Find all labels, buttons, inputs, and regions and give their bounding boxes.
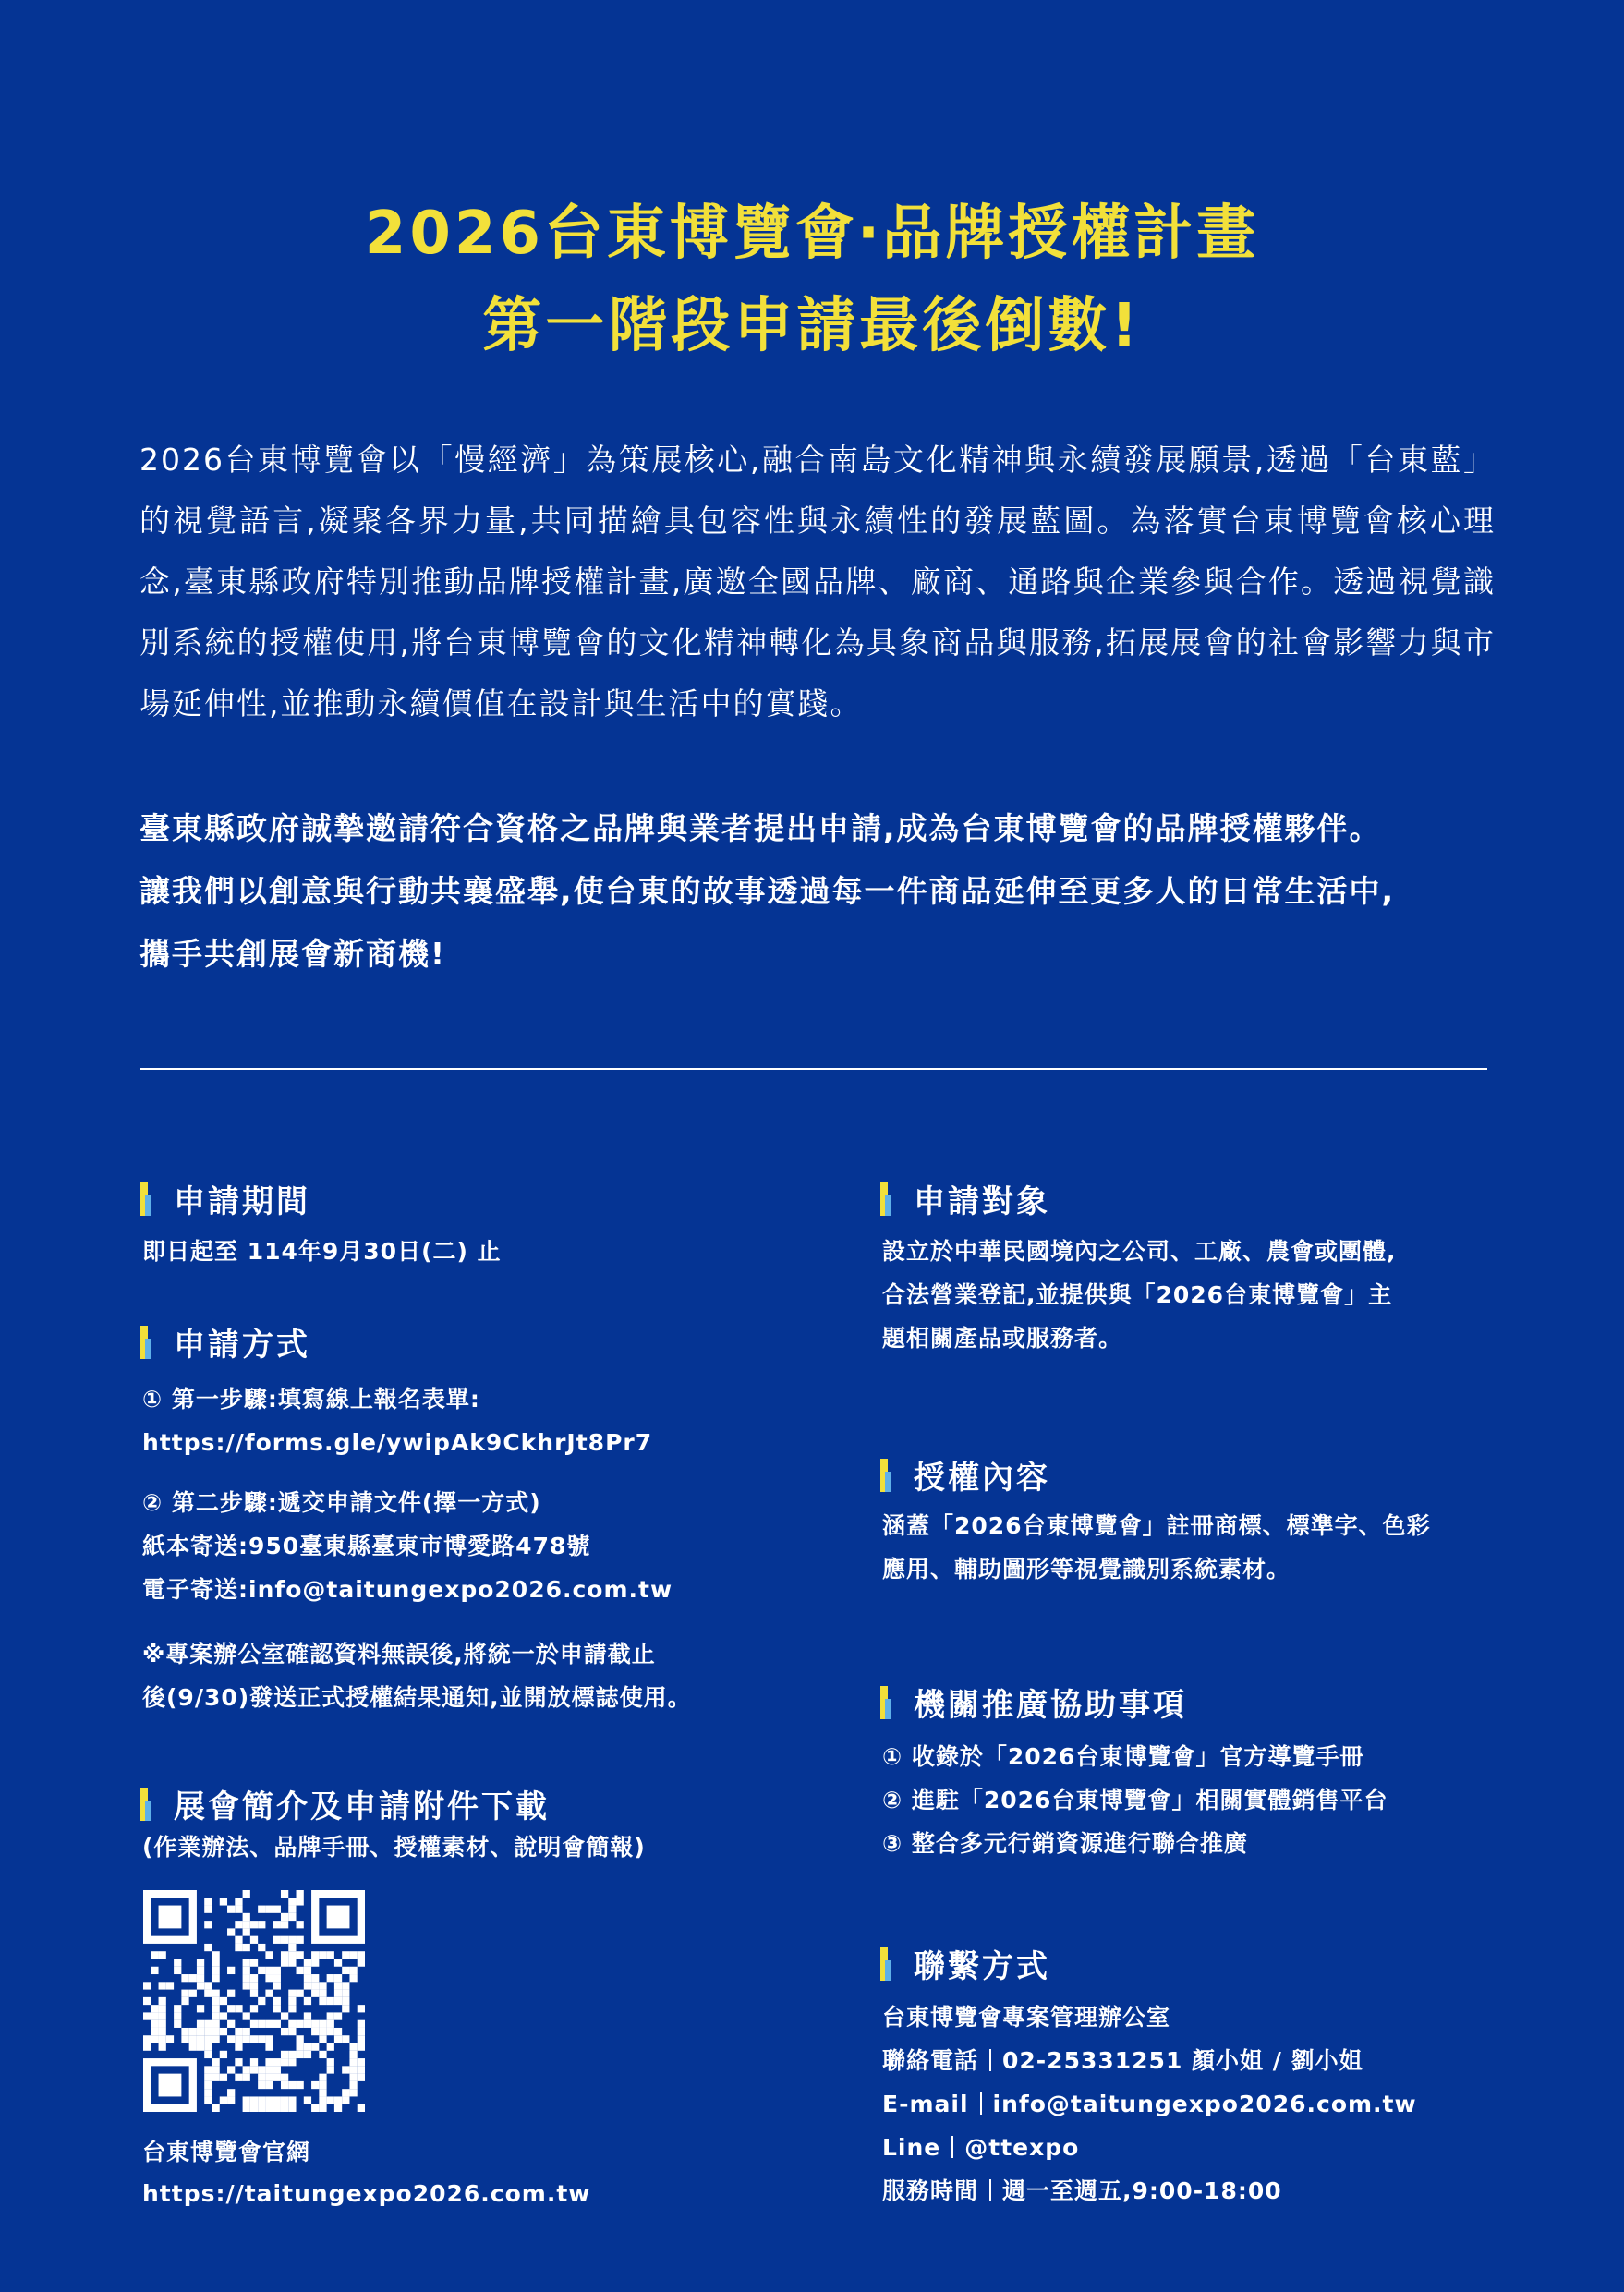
- section-heading-license: [880, 1452, 1050, 1498]
- line-label: Line: [882, 2134, 941, 2161]
- section-heading-period: [140, 1176, 310, 1221]
- section-heading-contact: [880, 1941, 1050, 1986]
- promo-item: ③ 整合多元行銷資源進行聯合推廣: [882, 1830, 1248, 1857]
- method-note: ※專案辦公室確認資料無誤後,將統一於申請截止: [142, 1641, 656, 1667]
- email-submission[interactable]: 電子寄送:info@taitungexpo2026.com.tw: [142, 1576, 673, 1603]
- separator: [980, 2092, 982, 2115]
- section-marker-icon: [140, 1182, 151, 1216]
- section-title: 申請方式: [174, 1327, 310, 1364]
- invitation-line: 讓我們以創意與行動共襄盛舉,使台東的故事透過每一件商品延伸至更多人的日常生活中,: [139, 873, 1396, 909]
- form-url-link[interactable]: https://forms.gle/ywipAk9CkhrJt8Pr7: [142, 1429, 653, 1456]
- separator: [989, 2179, 991, 2201]
- target-line: 題相關產品或服務者。: [882, 1325, 1123, 1352]
- section-title: 展會簡介及申請附件下載: [174, 1789, 550, 1825]
- invitation-line: 攜手共創展會新商機!: [139, 936, 447, 972]
- qr-code-icon[interactable]: [143, 1890, 365, 2112]
- contact-email-row: [882, 2082, 1417, 2126]
- contact-line-row: [882, 2126, 1079, 2169]
- contact-office: 台東博覽會專案管理辦公室: [882, 2004, 1171, 2031]
- section-heading-download: [140, 1781, 550, 1826]
- divider: [140, 1068, 1487, 1070]
- section-title: 機關推廣協助事項: [914, 1687, 1187, 1724]
- contact-phone-row: [882, 2039, 1363, 2082]
- section-marker-icon: [140, 1326, 151, 1359]
- license-line: 應用、輔助圖形等視覺識別系統素材。: [882, 1556, 1291, 1583]
- section-title: 申請對象: [914, 1183, 1050, 1220]
- page-title-line1: 2026台東博覽會‧品牌授權計畫: [364, 200, 1260, 268]
- target-line: 設立於中華民國境內之公司、工廠、農會或團體,: [882, 1238, 1397, 1265]
- section-title: 申請期間: [174, 1183, 310, 1220]
- section-marker-icon: [880, 1182, 891, 1216]
- license-line: 涵蓋「2026台東博覽會」註冊商標、標準字、色彩: [882, 1512, 1431, 1539]
- download-subtitle: (作業辦法、品牌手冊、授權素材、說明會簡報): [142, 1834, 646, 1861]
- section-marker-icon: [880, 1459, 891, 1492]
- promo-item: ① 收錄於「2026台東博覽會」官方導覽手冊: [882, 1743, 1364, 1770]
- phone-value[interactable]: 02-25331251 顏小姐 / 劉小姐: [1002, 2047, 1363, 2074]
- period-text: 即日起至 114年9月30日(二) 止: [142, 1238, 502, 1265]
- section-heading-target: [880, 1176, 1050, 1221]
- section-heading-method: [140, 1319, 310, 1364]
- section-title: 聯繫方式: [914, 1948, 1050, 1985]
- email-value[interactable]: info@taitungexpo2026.com.tw: [992, 2091, 1417, 2117]
- paper-address: 紙本寄送:950臺東縣臺東市博愛路478號: [142, 1533, 591, 1559]
- section-marker-icon: [880, 1686, 891, 1719]
- email-label: E-mail: [882, 2091, 969, 2117]
- page-title-line2: 第一階段申請最後倒數!: [482, 292, 1142, 360]
- method-note: 後(9/30)發送正式授權結果通知,並開放標誌使用。: [142, 1684, 692, 1711]
- section-marker-icon: [140, 1788, 151, 1821]
- invitation-line: 臺東縣政府誠摯邀請符合資格之品牌與業者提出申請,成為台東博覽會的品牌授權夥伴。: [139, 810, 1382, 846]
- website-label: 台東博覽會官網: [142, 2139, 311, 2165]
- website-link[interactable]: https://taitungexpo2026.com.tw: [142, 2180, 591, 2207]
- hours-label: 服務時間: [882, 2177, 979, 2204]
- phone-label: 聯絡電話: [882, 2047, 979, 2074]
- hours-value: 週一至週五,9:00-18:00: [1002, 2177, 1282, 2204]
- invitation-block: [139, 797, 1507, 986]
- target-line: 合法營業登記,並提供與「2026台東博覽會」主: [882, 1281, 1393, 1308]
- section-title: 授權內容: [914, 1460, 1050, 1497]
- method-step1: ① 第一步驟:填寫線上報名表單:: [142, 1386, 480, 1413]
- method-step2: ② 第二步驟:遞交申請文件(擇一方式): [142, 1489, 541, 1516]
- contact-hours-row: [882, 2169, 1282, 2213]
- section-marker-icon: [880, 1947, 891, 1981]
- separator: [989, 2049, 991, 2071]
- promo-item: ② 進駐「2026台東博覽會」相關實體銷售平台: [882, 1787, 1388, 1813]
- separator: [951, 2136, 953, 2158]
- intro-paragraph: 2026台東博覽會以「慢經濟」為策展核心,融合南島文化精神與永續發展願景,透過「台東藍」的視覺語言,凝聚各界力量,共同描繪具包容性與永續性的發展藍圖。為落實台東博覽會核心理念,臺東縣政府特別推動品牌授權計畫,廣邀全國品牌、廠商、通路與企業參與合作。透過視覺識別系統的授權使用,將台東博覽會的文化精神轉化為具象商品與服務,拓展展會的社會影響力與市場延伸性,並推動永續價值在設計與生活中的實踐。: [139, 442, 1496, 722]
- section-heading-promo: [880, 1680, 1187, 1725]
- line-value[interactable]: @ttexpo: [964, 2134, 1080, 2161]
